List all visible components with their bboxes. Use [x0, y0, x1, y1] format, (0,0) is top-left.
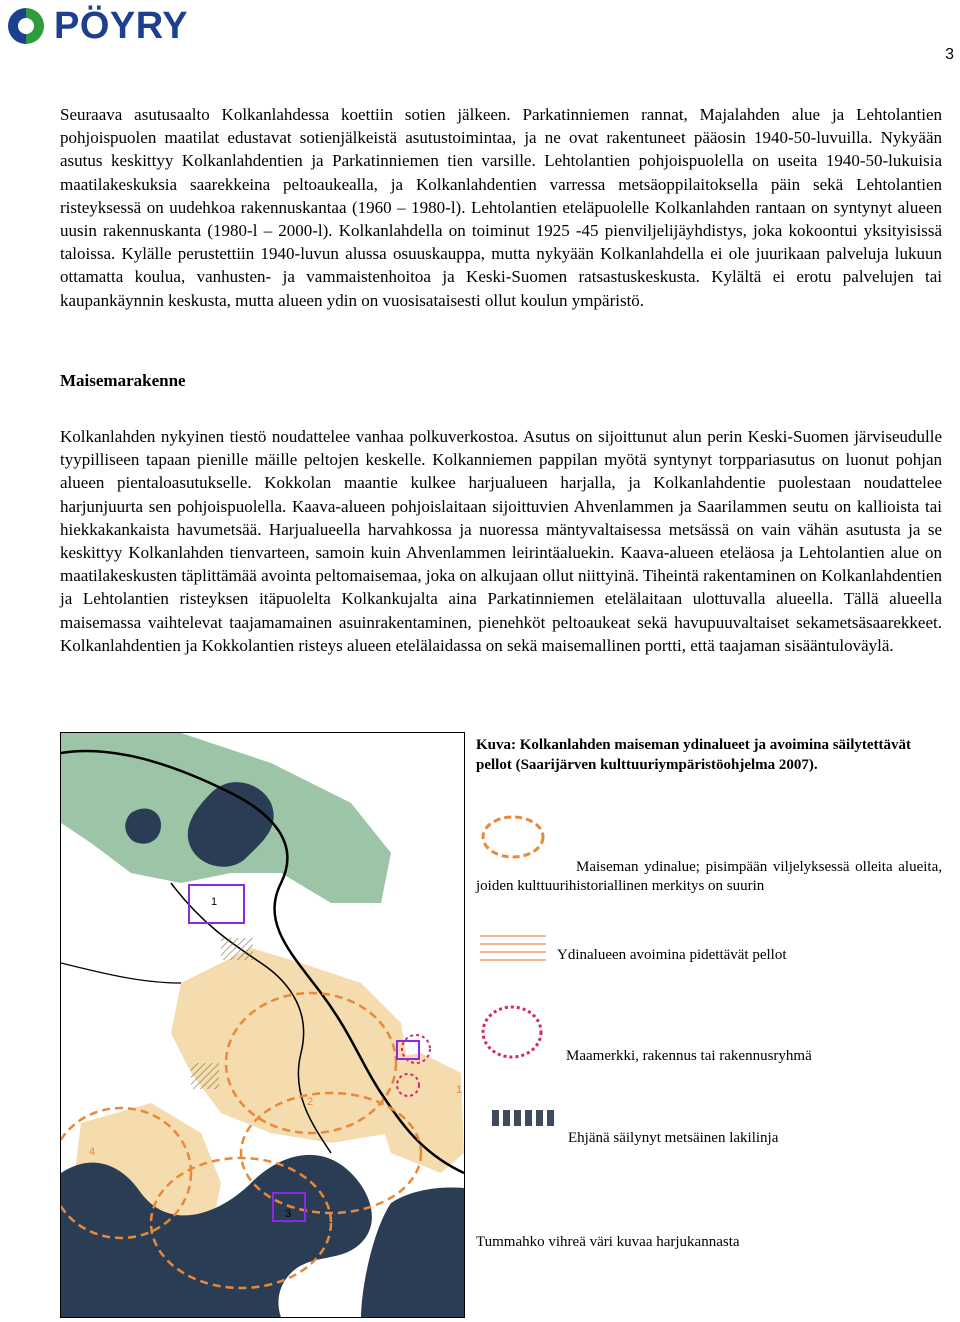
body-paragraph-landscape: Kolkanlahden nykyinen tiestö noudattelee vanhaa polkuverkostoa. Asutus on sijoittunut alun perin Keski-Suomen järviseudulle tyypilliseen tapaan pienille mäille peltojen keskelle. Kolkanniemen pappilan myötä syntynyt torppariasutus on luonut pohjan alueen pientaloasutukselle. Kokkolan maantie kulkee harjualueen harjalla, ja Kolkanlahdentie puolestaan noudattelee harjunjuurta sen pohjoispuolella. Kaava-alueen pohjoislaitaan sijoittuvien Ahvenlammen ja Saarilammen seutu on kallioista tai hiekkakankaista havumetsää. Harjualueella harvahkossa ja nuoressa mäntyvaltaisessa metsässä on vain vähän asutusta ja se keskittyy Kolkanlahden tienvarteen, samoin kuin Ahvenlammen leirintäaluekin. Kaava-alueen eteläosa ja Lehtolantien alue on maatilakeskusten täplittämää avointa peltomaisemaa, joka on alkujaan ollut niittyinä. Tiheintä rakentaminen on Kolkanlahdentien ja Lehtolantien risteyksen itäpuolelta Kolkankujalta aina Parkatinniemen etelälaitaan ulottuvalla alueella. Tällä alueella maisemassa vaihtelevat taajamamainen asuinrakentaminen, pienehköt peltoaukeat sekä havupuuvaltaiset sekametsäsaarekkeet. Kolkanlahdentien ja Kokkolantien risteys alueen etelälaidassa on sekä maisemallinen portti, että taajaman sisääntuloväylä.: [60, 427, 942, 655]
company-logo: [4, 4, 188, 48]
map-label-5: 1: [211, 896, 218, 908]
hatched-field: [221, 938, 253, 960]
dashed-forest-edge-icon: [492, 1106, 560, 1130]
legend-landmark: Maamerkki, rakennus tai rakennusryhmä: [566, 1048, 812, 1064]
logo-wordmark: PÖYRY: [54, 5, 189, 47]
map-label-3: 3: [285, 1208, 292, 1220]
section-heading: Maisemarakenne: [60, 371, 186, 390]
orange-stripe-field-icon: [480, 930, 546, 964]
magenta-dashed-circle-icon: [478, 1002, 546, 1062]
map-label-4: 4: [89, 1146, 96, 1158]
lake-east: [361, 1187, 464, 1317]
body-paragraph-settlement: Seuraava asutusaalto Kolkanlahdessa koettiin sotien jälkeen. Parkatinniemen rannat, Majalahden alue ja Lehtolantien pohjoispuolen maatilat edustavat sotienjälkeistä asutustoimintaa, ja ne ovat rakentuneet pääosin 1940-50-luvuilla. Nykyään asutus keskittyy Kolkanlahdentien ja Parkatinniemen tien varsille. Lehtolantien pohjoispuolella on useita 1940-50-lukuisia maatilakeskuksia saarekkeina peltoaukealla, ja Kolkanlahdentien varressa metsäoppilaitoksella päin sekä Lehtolantien risteyksessä on uudehkoa rakennuskantaa (1960 – 1980-l). Lehtolantien eteläpuolelle Kolkanlahden rantaan on syntynyt alueen uusin rakennuskanta (1980-l – 2000-l). Kolkanlahdella on toiminut 1925 -45 pienviljelijäyhdistys, joka kokoontui yksityisissä taloissa. Kylälle perustettiin 1940-luvun alussa osuuskauppa, mutta nykyään Kolkanlahdella ei ole juurikaan palveluja lukuun ottamatta koulua, vanhusten- ja vammaistenhoitoa ja Keski-Suomen ratsastuskeskusta. Kylältä ei erotu palvelujen tai kaupankäynnin keskusta, mutta alueen ydin on vuosisataisesti ollut koulun ympäristö.: [60, 105, 942, 310]
map-label-1: 1: [456, 1084, 463, 1096]
legend-forest-edge: Ehjänä säilynyt metsäinen lakilinja: [568, 1130, 779, 1146]
map-drawing: [61, 733, 464, 1317]
poyry-logo-icon: [4, 4, 48, 48]
landscape-map: [60, 732, 465, 1318]
field-area-north: [171, 948, 411, 1143]
side-road-2: [61, 963, 181, 983]
hatched-field-2: [191, 1063, 219, 1089]
map-label-2: 2: [307, 1096, 314, 1108]
lake-small: [125, 809, 161, 844]
figure-caption: Kuva: Kolkanlahden maiseman ydinalueet ja avoimina säilytettävät pellot (Saarijärven kulttuuriympäristöohjelma 2007).: [476, 737, 912, 773]
page-number: 3: [945, 46, 954, 63]
legend-open-fields: Ydinalueen avoimina pidettävät pellot: [557, 947, 787, 963]
orange-dashed-ellipse-icon: [478, 810, 548, 864]
legend-ridge: Tummahko vihreä väri kuvaa harjukannasta: [476, 1234, 740, 1250]
legend-core-area: Maiseman ydinalue; pisimpään viljelyksessä olleita alueita, joiden kulttuurihistoriallinen merkitys on suurin: [476, 859, 942, 894]
